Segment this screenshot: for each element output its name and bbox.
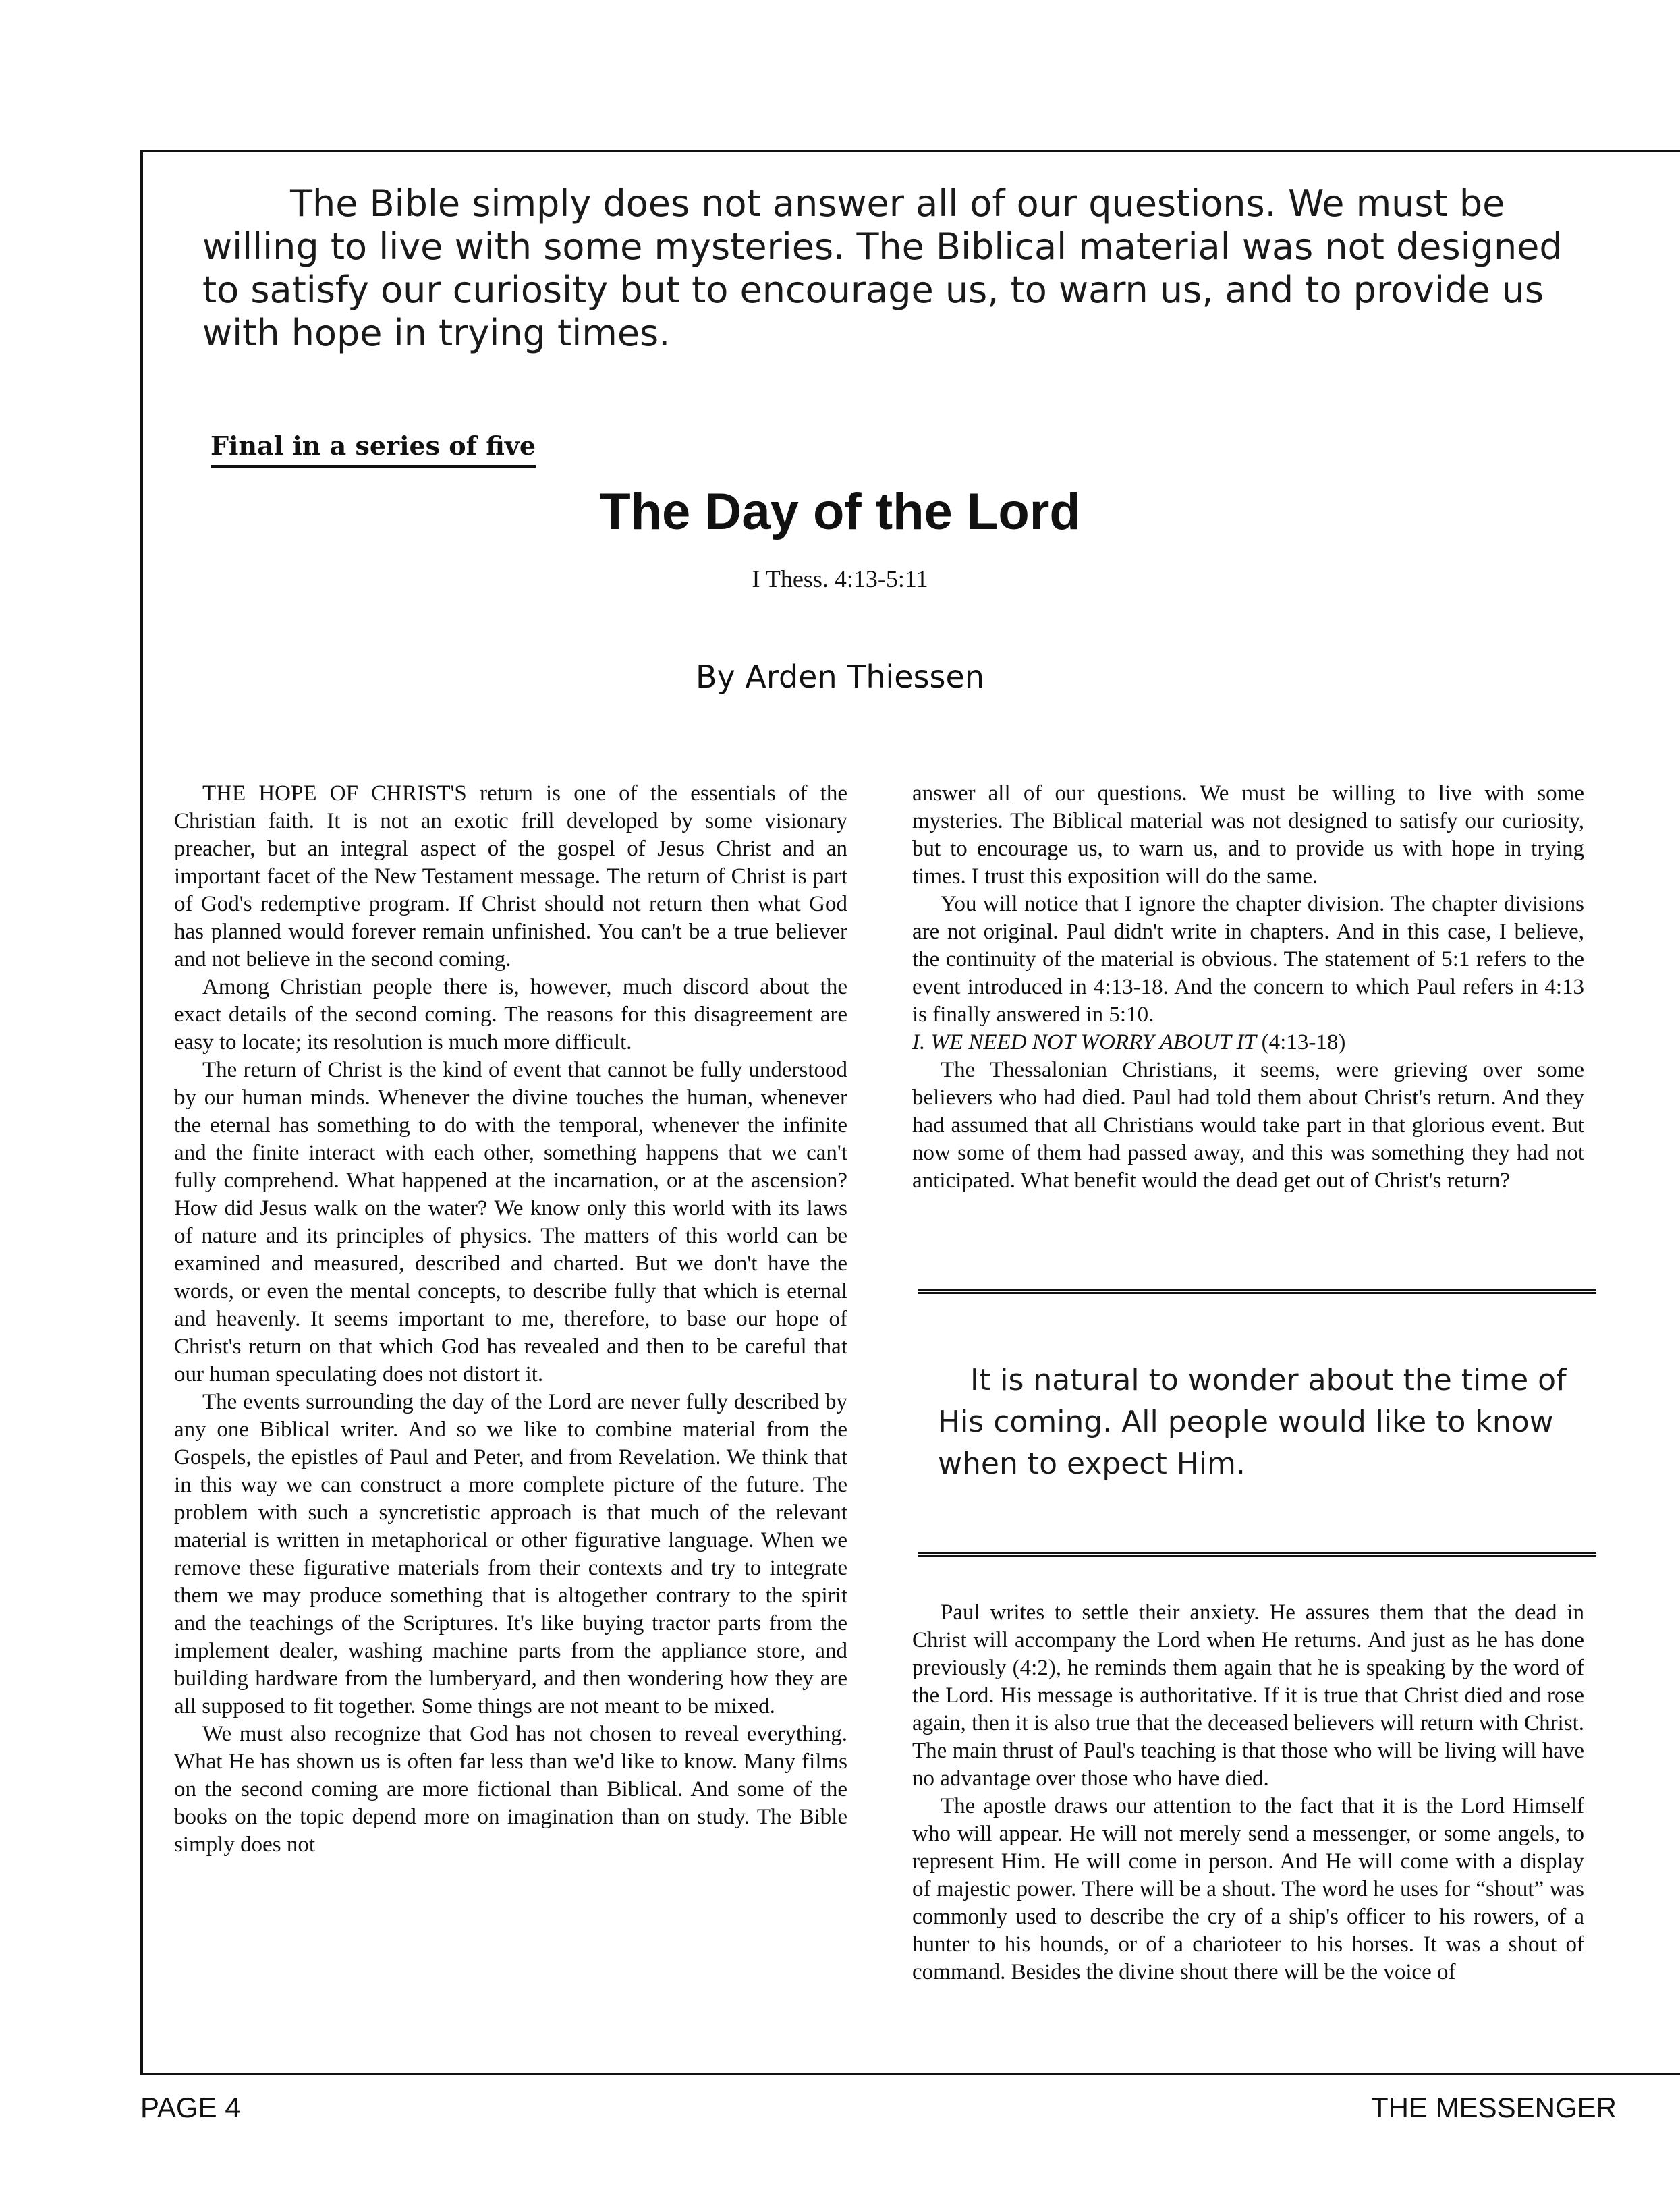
publication-name: THE MESSENGER (1370, 2092, 1617, 2123)
section-heading-reference: (4:13-18) (1261, 1030, 1346, 1055)
paragraph: The events surrounding the day of the Lord are never fully described by any one Biblical writer. And so we like to combine material from the Gospels, the epistles of Paul and Peter, and from Revelation. We think that in this way we can construct a more complete picture of the future. The problem with such a syncretistic approach is that much of the relevant material is written in metaphorical or other figurative language. When we remove these figurative materials from their contexts and try to integrate them we may produce something that is altogether contrary to the spirit and the teachings of the Scriptures. It's like buying tractor parts from the implement dealer, washing machine parts from the appliance store, and building hardware from the lumberyard, and then wondering how they are all supposed to fit together. Some things are not meant to be mixed. (174, 1390, 847, 1718)
paragraph: The apostle draws our attention to the fact that it is the Lord Himself who will appear. He will not merely send a messenger, or some angels, to represent Him. He will come in person. And He will come with a display of majestic power. There will be a shout. The word he uses for “shout” was commonly used to describe the cry of a ship's officer to his rowers, of a hunter to his hounds, or of a charioteer to his horses. It was a shout of command. Besides the divine shout there will be the voice of (912, 1794, 1584, 1984)
pull-quote-top: The Bible simply does not answer all of our questions. We must be willing to live with some mysteries. The Biblical material was not designed to satisfy our curiosity but to encourage us, to warn us, and to provide us with hope in trying times. (202, 182, 1563, 354)
article-title: The Day of the Lord (599, 483, 1081, 540)
paragraph: We must also recognize that God has not chosen to reveal everything. What He has shown us is often far less than we'd like to know. Many films on the second coming are more fictional than Biblical. And some of the books on the topic depend more on imagination than on study. The Bible simply does not (174, 1722, 847, 1857)
left-column (174, 780, 847, 1859)
pull-quote-mid: It is natural to wonder about the time of His coming. All people would like to know when to expect Him. (938, 1363, 1567, 1481)
paragraph: Among Christian people there is, however, much discord about the exact details of the second coming. The reasons for this disagreement are easy to locate; its resolution is much more difficult. (174, 975, 847, 1055)
pull-quote-rule-top (918, 1289, 1596, 1294)
paragraph: The return of Christ is the kind of event that cannot be fully understood by our human minds. Whenever the divine touches the human, whenever the eternal has something to do with the temporal, whenever the infinite and the finite interact with each other, something happens that we can't fully comprehend. What happened at the incarnation, or at the ascension? How did Jesus walk on the water? We know only this world with its laws of nature and its principles of physics. The matters of this world can be examined and measured, described and charted. But we don't have the words, or even the mental concepts, to describe fully that which is eternal and heavenly. It seems important to me, therefore, to base our hope of Christ's return on that which God has revealed and then to be careful that our human speculating does not distort it. (174, 1058, 847, 1387)
series-kicker: Final in a series of five (211, 430, 536, 468)
section-heading (912, 1029, 1584, 1057)
paragraph: answer all of our questions. We must be willing to live with some mysteries. The Biblical material was not designed to satisfy our curiosity, but to encourage us, to warn us, and to provide us with hope in trying times. I trust this exposition will do the same. (912, 781, 1584, 889)
section-heading-text: I. WE NEED NOT WORRY ABOUT IT (912, 1030, 1256, 1055)
paragraph: Paul writes to settle their anxiety. He assures them that the dead in Christ will accompany the Lord when He returns. And just as he has done previously (4:2), he reminds them again that he is speaking by the word of the Lord. His message is authoritative. If it is true that Christ died and rose again, then it is also true that the deceased believers will return with Christ. The main thrust of Paul's teaching is that those who will be living will have no advantage over those who have died. (912, 1600, 1584, 1791)
page-number: PAGE 4 (140, 2092, 241, 2123)
pull-quote-rule-bottom (918, 1552, 1596, 1557)
paragraph: THE HOPE OF CHRIST'S return is one of the essentials of the Christian faith. It is not an exotic frill developed by some visionary preacher, but an integral aspect of the gospel of Jesus Christ and an important facet of the New Testament message. The return of Christ is part of God's redemptive program. If Christ should not return then what God has planned would forever remain unfinished. You can't be a true believer and not believe in the second coming. (174, 781, 847, 972)
scripture-reference: I Thess. 4:13-5:11 (752, 565, 928, 592)
paragraph: You will notice that I ignore the chapter division. The chapter divisions are not original. Paul didn't write in chapters. And in this case, I believe, the continuity of the material is obvious. The statement of 5:1 refers to the event introduced in 4:13-18. And the concern to which Paul refers in 4:13 is finally answered in 5:10. (912, 892, 1584, 1027)
byline: By Arden Thiessen (696, 659, 984, 695)
right-column-top (912, 780, 1584, 1195)
right-column-bottom (912, 1599, 1584, 1986)
paragraph: The Thessalonian Christians, it seems, were grieving over some believers who had died. Paul had told them about Christ's return. And they had assumed that all Christians would take part in that glorious event. But now some of them had passed away, and this was something they had not anticipated. What benefit would the dead get out of Christ's return? (912, 1058, 1584, 1193)
